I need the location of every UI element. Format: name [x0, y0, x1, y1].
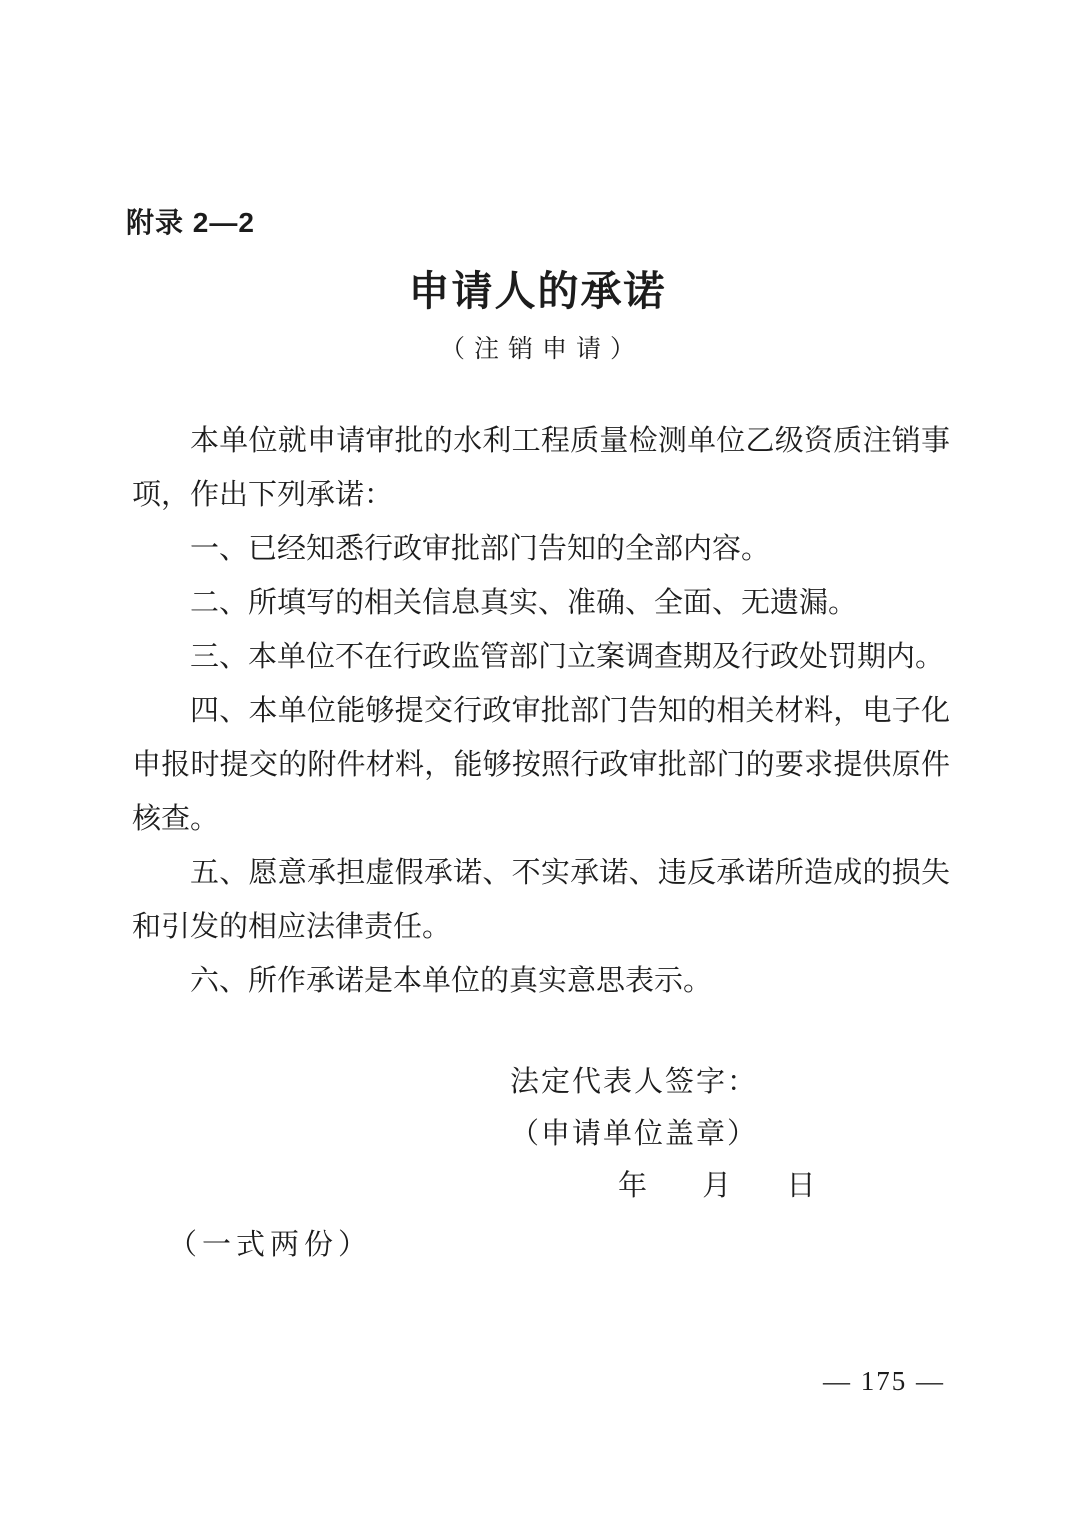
document-title: 申请人的承诺	[408, 268, 667, 314]
page-number: — 175 —	[823, 1366, 945, 1396]
paragraph-item-5: 五、愿意承担虚假承诺、不实承诺、违反承诺所造成的损失和引发的相应法律责任。	[132, 857, 950, 943]
date-year-label: 年	[618, 1170, 648, 1202]
document-subtitle: （注销申请）	[439, 336, 644, 363]
applicant-unit-seal-label: （申请单位盖章）	[510, 1118, 759, 1150]
signature-block	[510, 1056, 816, 1212]
paragraph-item-3: 三、本单位不在行政监管部门立案调查期及行政处罚期内。	[190, 641, 945, 673]
legal-representative-signature-label: 法定代表人签字：	[510, 1066, 759, 1098]
paragraph-item-4: 四、本单位能够提交行政审批部门告知的相关材料，电子化申报时提交的附件材料，能够按照行政审批部门的要求提供原件核查。	[132, 695, 950, 835]
appendix-label: 附录 2—2	[126, 207, 255, 238]
copies-note: （一式两份）	[168, 1229, 373, 1261]
document-body	[132, 414, 950, 1008]
date-month-label: 月	[702, 1170, 732, 1202]
paragraph-item-2: 二、所填写的相关信息真实、准确、全面、无遗漏。	[190, 587, 858, 619]
paragraph-intro: 本单位就申请审批的水利工程质量检测单位乙级资质注销事项，作出下列承诺：	[132, 425, 950, 511]
paragraph-item-6: 六、所作承诺是本单位的真实意思表示。	[190, 965, 713, 997]
signature-date-line	[510, 1160, 816, 1212]
paragraph-item-1: 一、已经知悉行政审批部门告知的全部内容。	[190, 533, 771, 565]
date-day-label: 日	[786, 1170, 816, 1202]
